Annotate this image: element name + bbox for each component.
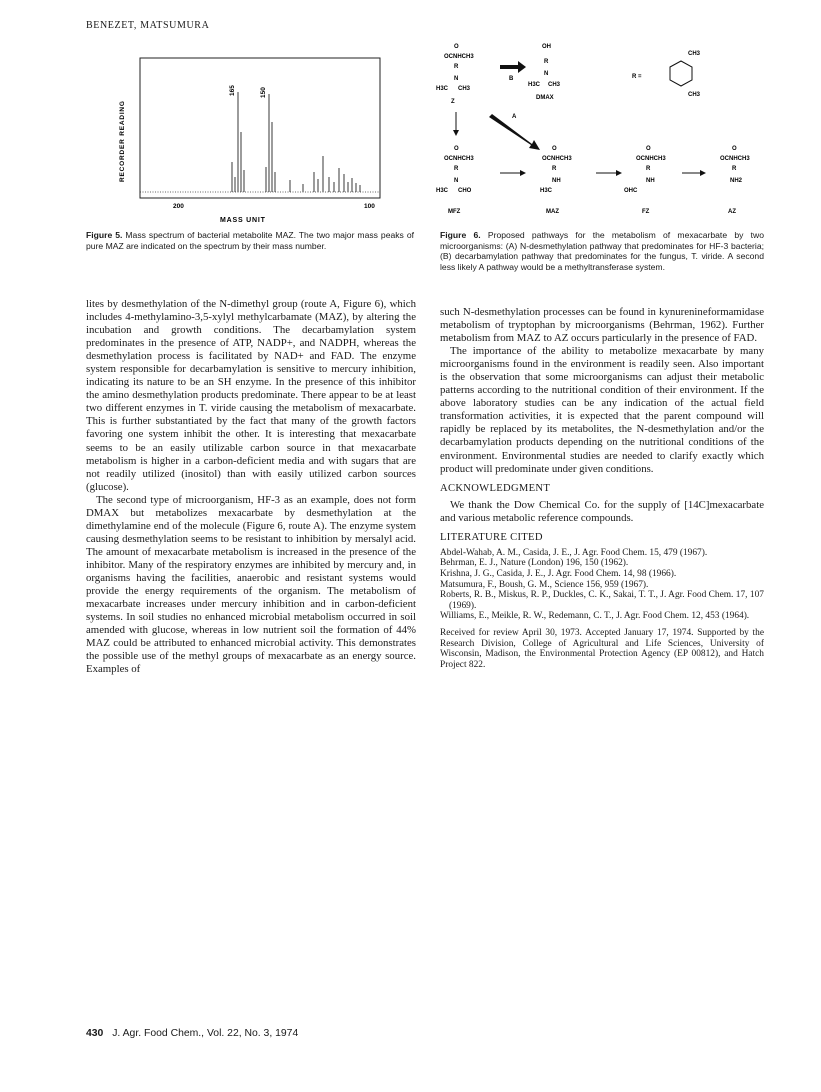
svg-text:O: O xyxy=(552,146,557,152)
svg-text:R: R xyxy=(646,166,651,172)
figure5-caption xyxy=(86,230,414,251)
received-note: Received for review April 30, 1973. Accepted January 17, 1974. Supported by the Research Division, College of Agricultural and Life Sciences, University of Wisconsin, Madison, the Environmental Protection Agency (EP 00812), and Hatch Project 822. xyxy=(440,627,764,670)
peak2-label: 150 xyxy=(260,87,267,98)
running-head: BENEZET, MATSUMURA xyxy=(86,20,210,31)
svg-text:NH: NH xyxy=(552,178,561,184)
svg-text:CH3: CH3 xyxy=(548,82,561,88)
compound-dmax xyxy=(528,44,561,101)
svg-text:H3C: H3C xyxy=(540,188,553,194)
svg-text:R: R xyxy=(454,64,459,70)
compound-mfz xyxy=(436,146,474,215)
reference-item: Behrman, E. J., Nature (London) 196, 150 (1962). xyxy=(440,558,629,569)
svg-text:OCNHCH3: OCNHCH3 xyxy=(542,156,572,162)
svg-text:N: N xyxy=(454,76,459,82)
figure5-spectrum xyxy=(108,52,408,232)
svg-text:H3C: H3C xyxy=(436,86,449,92)
reference-item: Abdel-Wahab, A. M., Casida, J. E., J. Agr. Food Chem. 15, 479 (1967). xyxy=(440,547,708,558)
label-az: AZ xyxy=(728,209,736,215)
x-axis-label: MASS UNIT xyxy=(220,217,266,224)
label-dmax: DMAX xyxy=(536,95,554,101)
reference-item: Krishna, J. G., Casida, J. E., J. Agr. Food Chem. 14, 98 (1966). xyxy=(440,568,677,579)
label-mfz: MFZ xyxy=(448,209,461,215)
compound-maz xyxy=(540,146,572,215)
figure5-caption-text: Mass spectrum of bacterial metabolite MAZ. The two major mass peaks of pure MAZ are indicated on the spectrum by their mass number. xyxy=(86,230,414,251)
svg-text:O: O xyxy=(646,146,651,152)
acknowledgment-text: We thank the Dow Chemical Co. for the supply of [14C]mexacarbate and various metabolic reference compounds. xyxy=(440,498,764,524)
left-column xyxy=(86,298,416,676)
svg-text:NH2: NH2 xyxy=(730,178,743,184)
svg-text:O: O xyxy=(732,146,737,152)
label-z: Z xyxy=(451,99,455,105)
x-tick-200: 200 xyxy=(173,203,184,210)
reference-item: Williams, E., Meikle, R. W., Redemann, C. T., J. Agr. Food Chem. 12, 453 (1964). xyxy=(440,611,750,622)
spectrum-peaks xyxy=(232,92,360,192)
svg-text:R: R xyxy=(544,59,549,65)
reference-item: Matsumura, F., Boush, G. M., Science 156, 959 (1967). xyxy=(440,579,649,590)
svg-text:R: R xyxy=(454,166,459,172)
svg-text:H3C: H3C xyxy=(436,188,449,194)
figure5-caption-label: Figure 5. xyxy=(86,230,123,240)
svg-text:CH3: CH3 xyxy=(458,86,471,92)
svg-text:OCNHCH3: OCNHCH3 xyxy=(444,54,474,60)
r-definition: R = xyxy=(632,74,642,80)
compound-z xyxy=(436,44,474,105)
svg-text:CH3: CH3 xyxy=(688,92,701,98)
compound-fz xyxy=(624,146,666,215)
right-paragraph-2: The importance of the ability to metabolize mexacarbate by many microorganisms found in the environment is readily seen. Also important is the observation that some microorganisms can adjust their metabolic patterns according to the nutritional condition of their environment. If the above laboratory studies can be any indication of the actual field transformation activities, it is expected that the parent compound will rapidly be replaced by its metabolites, the N-desmethylation and/or the decarbamylation products depending on the nutritional conditions of the environment. Environmental studies are needed to clarify exactly which product will predominate under given conditions. xyxy=(440,345,764,475)
y-axis-label: RECORDER READING xyxy=(119,100,126,182)
peak1-label: 165 xyxy=(229,85,236,96)
figure6-caption-label: Figure 6. xyxy=(440,230,481,240)
x-tick-100: 100 xyxy=(364,203,375,210)
arrow-b xyxy=(500,61,526,73)
left-paragraph-1: lites by desmethylation of the N-dimethyl group (route A, Figure 6), which includes 4-methylamino-3,5-xylyl methylcarbamate (MAZ), by altering the incubation and growth conditions. The decarbamylation system predominates in the presence of ATP, NADP+, and NADPH, whereas the desmethylation process is facilitated by NAD+ and FAD. The enzyme system responsible for decarbamylation is sensitive to mercury inhibition, indicating its nature to be an SH enzyme. In the presence of this inhibitor the amino desmethylation products predominate. There appear to be at least two different enzymes in T. viride causing the metabolism of mexacarbate. This is further substantiated by the fact that many of the growth factors favoring one system inhibit the other. It is interesting that mexacarbate seems to be an easily utilizable carbon source in that mexacarbate metabolism is higher in a carbon-deficient media and with sugars that are not readily utilized (inositol) than with easily utilized carbon sources (glucose). xyxy=(86,298,416,493)
right-paragraph-1: such N-desmethylation processes can be found in kynurenineformamidase metabolism of tryptophan by microorganisms (Behrman, 1962). Further metabolism from MAZ to AZ occurs particularly in the presence of FAD. xyxy=(440,306,764,345)
arrow-b-label: B xyxy=(509,76,514,82)
literature-heading: LITERATURE CITED xyxy=(440,531,543,543)
compound-az xyxy=(720,146,750,215)
svg-text:OCNHCH3: OCNHCH3 xyxy=(636,156,666,162)
reference-item: Roberts, R. B., Miskus, R. P., Duckles, C. K., Sakai, T. T., J. Agr. Food Chem. 17, 107 (1969). xyxy=(440,590,764,611)
svg-text:OH: OH xyxy=(542,44,551,50)
svg-text:O: O xyxy=(454,146,459,152)
svg-text:NH: NH xyxy=(646,178,655,184)
benzene-ring xyxy=(670,61,692,86)
figure6-caption xyxy=(440,230,764,272)
svg-text:R: R xyxy=(552,166,557,172)
journal-citation: J. Agr. Food Chem., Vol. 22, No. 3, 1974 xyxy=(112,1028,299,1039)
page-footer xyxy=(86,1028,298,1039)
acknowledgment-heading: ACKNOWLEDGMENT xyxy=(440,482,551,494)
svg-text:R: R xyxy=(732,166,737,172)
svg-text:N: N xyxy=(454,178,459,184)
svg-text:N: N xyxy=(544,71,549,77)
figure6-scheme xyxy=(436,38,764,224)
svg-text:CHO: CHO xyxy=(458,188,472,194)
page-number: 430 xyxy=(86,1028,104,1039)
reference-list xyxy=(440,548,764,622)
arrow-a-label: A xyxy=(512,114,517,120)
svg-text:CH3: CH3 xyxy=(688,51,701,57)
right-column xyxy=(440,306,764,670)
label-fz: FZ xyxy=(642,209,650,215)
svg-text:OCNHCH3: OCNHCH3 xyxy=(444,156,474,162)
left-paragraph-2: The second type of microorganism, HF-3 as an example, does not form DMAX but metabolizes mexacarbate by desmethylation at the dimethylamine end of the molecule (Figure 6, route A). The enzyme system causing desmethylation seems to be resistant to inhibition by mersalyl acid. The amount of mexacarbate metabolism is increased in the presence of the inhibitor. Many of the respiratory enzymes are inhibited by mercury and, in organisms having the facilities, anaerobic and resistant systems would provide the energy requirements of the organism. The metabolism of mexacarbate increases under mercury inhibition and in carbon-deficient systems. In soil studies no enhanced microbial metabolism occurred in soil amended with glucose, whereas in low nutrient soil the formation of 44% MAZ could be attributed to enhanced microbial activity. This demonstrates the possible use of the methyl groups of mexacarbate as an energy source. Examples of xyxy=(86,493,416,676)
figure6-caption-text: Proposed pathways for the metabolism of mexacarbate by two microorganisms: (A) N-desmethylation pathway that predominates for HF-3 bacteria; (B) decarbamylation pathway that predominates for the fungus, T. viride. A second less likely A pathway would be a methyltransferase system. xyxy=(440,230,764,272)
svg-text:OCNHCH3: OCNHCH3 xyxy=(720,156,750,162)
label-maz: MAZ xyxy=(546,209,559,215)
svg-text:O: O xyxy=(454,44,459,50)
svg-text:OHC: OHC xyxy=(624,188,638,194)
svg-text:H3C: H3C xyxy=(528,82,541,88)
